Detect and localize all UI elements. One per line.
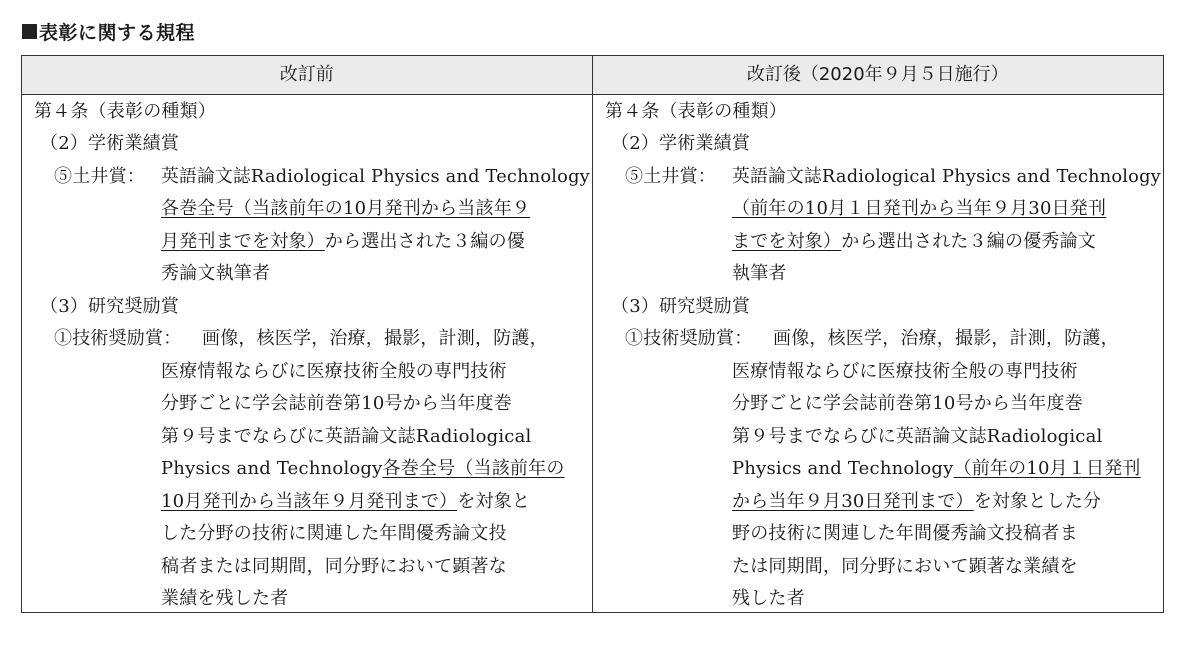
tech-award-line-4: 第９号までならびに英語論文誌Radiological [732, 426, 1103, 447]
tech-award-label: ①技術奨励賞： [54, 328, 182, 349]
doi-award-line-4: 秀論文執筆者 [161, 263, 271, 284]
doi-award-text: から選出された３編の優 [324, 231, 526, 252]
section-2-heading: （2）学術業績賞 [40, 133, 180, 154]
tech-award-line-3: 分野ごとに学会誌前巻第10号から当年度巻 [732, 393, 1083, 414]
square-bullet-icon [22, 24, 37, 39]
section-3-heading: （3）研究奨励賞 [611, 296, 751, 317]
tech-award-line-1: 画像，核医学，治療，撮影，計測，防護， [202, 328, 548, 349]
doi-award-line-3 [161, 231, 525, 253]
tech-award-line-6 [732, 491, 1101, 513]
amended-text: から当年９月30日発刊まで） [732, 491, 974, 512]
doi-award-label: ⑤土井賞： [54, 166, 145, 187]
tech-award-line-3: 分野ごとに学会誌前巻第10号から当年度巻 [161, 393, 512, 414]
doi-award-line-4: 執筆者 [732, 263, 787, 284]
doi-award-line-1: 英語論文誌Radiological Physics and Technology [732, 166, 1161, 187]
tech-award-text: を対象と [457, 491, 531, 512]
tech-award-line-7: した分野の技術に関連した年間優秀論文投 [161, 523, 507, 544]
tech-award-line-5 [732, 458, 1141, 480]
tech-award-line-7: 野の技術に関連した年間優秀論文投稿者ま [732, 523, 1078, 544]
tech-award-label: ①技術奨励賞： [625, 328, 753, 349]
amended-text: 各巻全号（当該前年の10月発刊から当該年９ [161, 198, 531, 219]
doi-award-line-2 [732, 198, 1106, 220]
doi-award-line-1: 英語論文誌Radiological Physics and Technology [161, 166, 590, 187]
tech-award-line-5 [161, 458, 565, 480]
header-before: 改訂前 [22, 56, 593, 94]
tech-award-text: Physics and Technology [161, 458, 383, 479]
document-title [22, 18, 195, 45]
tech-award-line-8: 稿者または同期間，同分野において顕著な [161, 556, 507, 577]
tech-award-text: を対象とした分 [973, 491, 1102, 512]
tech-award-line-2: 医療情報ならびに医療技術全般の専門技術 [732, 361, 1078, 382]
title-text: 表彰に関する規程 [39, 22, 196, 44]
tech-award-line-6 [161, 491, 530, 513]
amended-text: （前年の10月１日発刊 [953, 458, 1141, 479]
tech-award-line-8: たは同期間，同分野において顕著な業績を [732, 556, 1078, 577]
tech-award-line-9: 残した者 [732, 588, 805, 609]
amended-text: 月発刊までを対象） [161, 231, 325, 252]
amended-text: （前年の10月１日発刊から当年９月30日発刊 [732, 198, 1107, 219]
doi-award-line-3 [732, 231, 1096, 253]
tech-award-line-4: 第９号までならびに英語論文誌Radiological [161, 426, 532, 447]
doi-award-line-2 [161, 198, 530, 220]
section-2-heading: （2）学術業績賞 [611, 133, 751, 154]
column-divider [592, 94, 593, 612]
tech-award-text: Physics and Technology [732, 458, 954, 479]
tech-award-line-9: 業績を残した者 [161, 588, 289, 609]
article-heading: 第４条（表彰の種類） [605, 101, 787, 122]
header-after: 改訂後（2020年９月５日施行） [746, 64, 1009, 85]
article-heading: 第４条（表彰の種類） [34, 101, 216, 122]
doi-award-text: から選出された３編の優秀論文 [841, 231, 1097, 252]
amended-text: までを対象） [732, 231, 842, 252]
amended-text: 10月発刊から当該年９月発刊まで） [161, 491, 458, 512]
amended-text: 各巻全号（当該前年の [382, 458, 565, 479]
tech-award-line-1: 画像，核医学，治療，撮影，計測，防護， [773, 328, 1119, 349]
table-header-row [22, 56, 1163, 95]
section-3-heading: （3）研究奨励賞 [40, 296, 180, 317]
tech-award-line-2: 医療情報ならびに医療技術全般の専門技術 [161, 361, 507, 382]
doi-award-label: ⑤土井賞： [625, 166, 716, 187]
comparison-table [21, 55, 1164, 613]
